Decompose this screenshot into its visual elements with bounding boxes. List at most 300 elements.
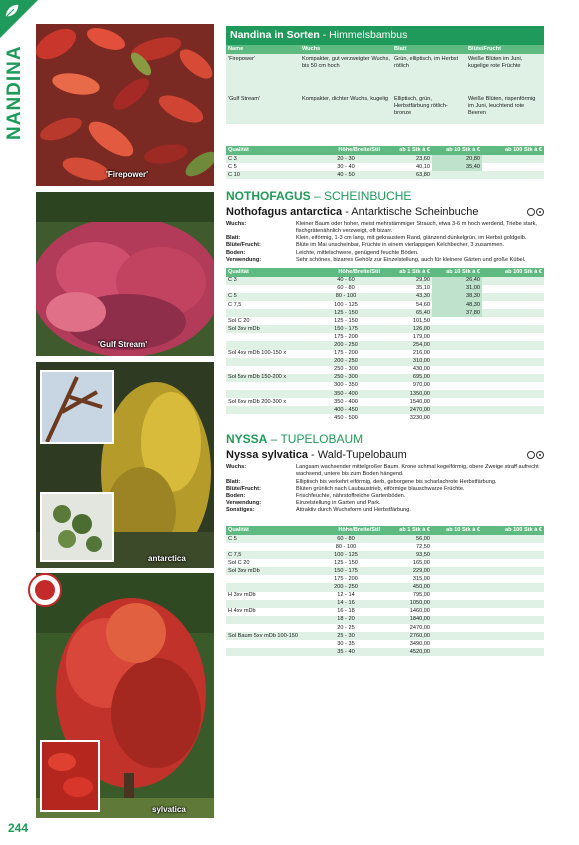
photo-antarctica <box>36 362 214 568</box>
price-cell: 150 - 175 <box>310 325 382 333</box>
table-row <box>226 301 544 309</box>
price-cell <box>482 414 544 422</box>
description-value: Einzelstellung in Garten und Park. <box>296 499 381 506</box>
price-cell <box>432 608 482 616</box>
table-row <box>226 551 544 559</box>
price-cell <box>432 543 482 551</box>
price-cell <box>482 301 544 309</box>
price-cell: 300 - 350 <box>310 382 382 390</box>
nothofagus-species <box>226 206 544 218</box>
table-row <box>226 309 544 317</box>
price-cell <box>482 632 544 640</box>
price-cell: 60 - 80 <box>310 285 382 293</box>
price-cell <box>432 333 482 341</box>
table-row <box>226 277 544 285</box>
price-cell <box>226 358 310 366</box>
table-row <box>226 583 544 591</box>
nothofagus-species-name: Nothofagus antarctica <box>226 206 343 219</box>
price-cell <box>432 648 482 656</box>
price-cell: C 5 <box>226 163 310 171</box>
price-cell <box>482 155 544 163</box>
price-cell <box>482 583 544 591</box>
price-cell: 4520,00 <box>382 648 432 656</box>
price-cell <box>432 616 482 624</box>
firepower-image <box>36 24 214 186</box>
description-key: Blatt: <box>226 478 241 485</box>
price-cell: 23,60 <box>382 155 432 163</box>
price-cell <box>226 624 310 632</box>
price-cell <box>226 575 310 583</box>
price-cell: 1350,00 <box>382 390 432 398</box>
price-cell <box>482 317 544 325</box>
price-cell: 350 - 400 <box>310 398 382 406</box>
price-header: ab 10 Stk à € <box>432 526 482 535</box>
cell: Grün, elliptisch, im Herbst rötlich <box>392 54 466 94</box>
th-growth: Wuchs <box>300 45 392 54</box>
cell: Weiße Blüten im Juni, kugelige rote Früchte <box>466 54 544 94</box>
leaf-icon <box>3 2 21 20</box>
price-cell <box>226 640 310 648</box>
nandina-title: Nandina in Sorten <box>230 29 320 41</box>
price-cell <box>482 374 544 382</box>
price-cell <box>226 648 310 656</box>
gulfstream-image <box>36 192 214 356</box>
price-cell <box>432 567 482 575</box>
price-cell: 125 - 150 <box>310 317 382 325</box>
table-row <box>226 341 544 349</box>
price-header: ab 100 Stk à € <box>482 146 544 155</box>
price-cell: C 3 <box>226 155 310 163</box>
table-row <box>226 382 544 390</box>
price-header: ab 100 Stk à € <box>482 268 544 277</box>
nandina-price-table <box>226 146 544 179</box>
price-cell <box>226 583 310 591</box>
price-cell: 126,00 <box>382 325 432 333</box>
price-cell <box>432 632 482 640</box>
price-cell <box>432 583 482 591</box>
price-cell <box>226 382 310 390</box>
price-cell <box>482 358 544 366</box>
price-cell: H 4xv mDb <box>226 608 310 616</box>
table-row <box>226 171 544 179</box>
award-seal <box>28 573 62 607</box>
price-cell: 80 - 100 <box>310 543 382 551</box>
price-cell: 100 - 125 <box>310 551 382 559</box>
table-row <box>226 163 544 171</box>
price-cell: 179,00 <box>382 333 432 341</box>
price-cell: 40 - 60 <box>310 277 382 285</box>
price-cell: 80 - 100 <box>310 293 382 301</box>
price-cell: 200 - 250 <box>310 358 382 366</box>
table-row <box>226 54 544 94</box>
table-row <box>226 414 544 422</box>
nothofagus-genus: NOTHOFAGUS <box>226 189 311 204</box>
price-cell <box>226 414 310 422</box>
price-cell: 37,80 <box>432 309 482 317</box>
price-cell: 310,00 <box>382 358 432 366</box>
price-cell: 3490,00 <box>382 640 432 648</box>
price-cell: 30 - 40 <box>310 163 382 171</box>
caption-firepower: 'Firepower' <box>106 170 149 179</box>
price-cell <box>482 567 544 575</box>
price-cell: C 7,5 <box>226 551 310 559</box>
price-cell: 1460,00 <box>382 608 432 616</box>
price-cell <box>226 390 310 398</box>
table-row <box>226 559 544 567</box>
cell: Kompakter, gut verzweigter Wuchs, bis 50 cm hoch <box>300 54 392 94</box>
price-cell: 20 - 25 <box>310 624 382 632</box>
price-cell: 16 - 18 <box>310 608 382 616</box>
price-cell: 14 - 16 <box>310 600 382 608</box>
price-header: ab 10 Stk à € <box>432 268 482 277</box>
price-cell <box>226 366 310 374</box>
table-row <box>226 285 544 293</box>
price-cell <box>482 382 544 390</box>
th-flower: Blüte/Frucht <box>466 45 544 54</box>
price-cell <box>482 309 544 317</box>
description-value: Attraktiv durch Wuchsform und Herbstfärbung. <box>296 506 411 513</box>
price-cell: 101,50 <box>382 317 432 325</box>
table-row <box>226 608 544 616</box>
description-key: Wuchs: <box>226 221 247 228</box>
price-cell <box>226 285 310 293</box>
price-cell <box>432 640 482 648</box>
nyssa-description <box>226 464 544 514</box>
nyssa-title <box>226 432 544 446</box>
price-cell: Sol 5xv mDb 150-200 x <box>226 374 310 382</box>
cell: Elliptisch, grün, Herbstfärbung rötlich-bronze <box>392 94 466 124</box>
price-cell: 250 - 300 <box>310 366 382 374</box>
price-cell <box>432 341 482 349</box>
price-cell <box>482 341 544 349</box>
price-cell <box>482 616 544 624</box>
price-cell: 125 - 150 <box>310 309 382 317</box>
price-cell <box>432 624 482 632</box>
price-cell: 29,90 <box>382 277 432 285</box>
price-cell: 65,40 <box>382 309 432 317</box>
description-row <box>226 486 544 493</box>
th-leaf: Blatt <box>392 45 466 54</box>
table-row <box>226 155 544 163</box>
price-cell <box>226 333 310 341</box>
table-row <box>226 648 544 656</box>
price-cell: 2760,00 <box>382 632 432 640</box>
price-cell <box>482 648 544 656</box>
description-row <box>226 250 544 257</box>
photo-gulfstream <box>36 192 214 356</box>
price-cell <box>482 406 544 414</box>
price-cell <box>226 543 310 551</box>
description-value: Leichte, mittelschwere, genügend feuchte Böden. <box>296 249 419 256</box>
price-cell <box>432 592 482 600</box>
table-row <box>226 535 544 543</box>
price-cell <box>482 390 544 398</box>
price-cell <box>482 640 544 648</box>
description-row <box>226 500 544 507</box>
nyssa-price-table <box>226 526 544 656</box>
description-key: Verwendung: <box>226 499 262 506</box>
price-cell <box>482 350 544 358</box>
price-cell: 695,00 <box>382 374 432 382</box>
price-cell: 254,00 <box>382 341 432 349</box>
description-key: Boden: <box>226 492 246 499</box>
price-cell: 54,60 <box>382 301 432 309</box>
inset-branch <box>40 370 114 444</box>
caption-sylvatica: sylvatica <box>152 805 186 814</box>
price-cell <box>432 406 482 414</box>
photo-firepower <box>36 24 214 186</box>
cell: 'Gulf Stream' <box>226 94 300 124</box>
price-header: ab 1 Stk à € <box>382 268 432 277</box>
price-header: Höhe/Breite/Stil <box>310 146 382 155</box>
price-cell <box>482 293 544 301</box>
price-cell <box>432 317 482 325</box>
price-cell: 40,10 <box>382 163 432 171</box>
table-row <box>226 600 544 608</box>
price-cell: 20 - 30 <box>310 155 382 163</box>
description-row <box>226 257 544 264</box>
nyssa-species-de: - Wald-Tupelobaum <box>307 449 407 462</box>
price-cell <box>482 575 544 583</box>
cell: Weiße Blüten, rispenförmig im Juni, leuchtend rote Beeren <box>466 94 544 124</box>
sun-icons <box>527 208 544 216</box>
table-row <box>226 350 544 358</box>
description-value: Kleiner Baum oder hoher, meist mehrstämmiger Strauch, etwa 3-6 m hoch werdend, Triebe stark, fischgrätenähnlich verzweigt, oft bizarr. <box>296 221 537 235</box>
price-cell: 400 - 450 <box>310 406 382 414</box>
description-row <box>226 507 544 514</box>
price-cell <box>432 414 482 422</box>
price-cell: 48,30 <box>432 301 482 309</box>
content-column <box>226 26 544 656</box>
price-cell <box>432 325 482 333</box>
price-cell <box>432 551 482 559</box>
price-cell <box>226 341 310 349</box>
price-cell <box>482 624 544 632</box>
price-cell <box>432 366 482 374</box>
price-cell: 30 - 35 <box>310 640 382 648</box>
description-row <box>226 464 544 478</box>
description-row <box>226 221 544 235</box>
price-header: Qualität <box>226 526 310 535</box>
price-cell: 35,10 <box>382 285 432 293</box>
price-cell: C 5 <box>226 293 310 301</box>
price-cell: 18 - 20 <box>310 616 382 624</box>
price-cell: 795,00 <box>382 592 432 600</box>
nyssa-common: – TUPELOBAUM <box>267 432 364 447</box>
nandina-header <box>226 26 544 45</box>
price-header: Qualität <box>226 146 310 155</box>
price-cell <box>432 559 482 567</box>
description-row <box>226 235 544 242</box>
price-cell: C 5 <box>226 535 310 543</box>
nandina-sort-table <box>226 45 544 124</box>
price-cell <box>482 551 544 559</box>
price-cell <box>482 285 544 293</box>
half-shade-icon <box>527 208 535 216</box>
price-cell: 216,00 <box>382 350 432 358</box>
price-cell: 450,00 <box>382 583 432 591</box>
price-cell <box>432 535 482 543</box>
price-cell <box>226 616 310 624</box>
table-row <box>226 390 544 398</box>
price-cell: 165,00 <box>382 559 432 567</box>
price-cell: 2470,00 <box>382 624 432 632</box>
description-value: Sehr schönes, bizarres Gehölz zur Einzelstellung, auch für kleinere Gärten und große Kübel. <box>296 256 526 263</box>
description-value: Blüte im Mai unscheinbar, Früchte in einem vierlappigen Kelchbecher, 3 zusammen. <box>296 242 505 249</box>
price-cell <box>482 277 544 285</box>
price-cell <box>432 575 482 583</box>
description-row <box>226 479 544 486</box>
inset-red-leaves <box>40 740 100 812</box>
price-cell: Sol C 20 <box>226 317 310 325</box>
table-row <box>226 575 544 583</box>
price-cell <box>432 358 482 366</box>
table-row <box>226 366 544 374</box>
nothofagus-price-table <box>226 268 544 423</box>
half-shade-icon <box>527 451 535 459</box>
price-header: ab 1 Stk à € <box>382 146 432 155</box>
price-header: ab 1 Stk à € <box>382 526 432 535</box>
price-cell: 31,00 <box>432 285 482 293</box>
price-cell: 350 - 400 <box>310 390 382 398</box>
price-cell: 175 - 200 <box>310 350 382 358</box>
description-key: Boden: <box>226 249 246 256</box>
price-cell: C 3 <box>226 277 310 285</box>
table-row <box>226 632 544 640</box>
price-cell: 450 - 500 <box>310 414 382 422</box>
table-row <box>226 325 544 333</box>
price-cell <box>432 390 482 398</box>
table-row <box>226 374 544 382</box>
price-cell: 200 - 250 <box>310 583 382 591</box>
nandina-subtitle: - Himmelsbambus <box>319 29 408 41</box>
price-cell <box>226 406 310 414</box>
caption-antarctica: antarctica <box>148 554 186 563</box>
price-cell: 63,80 <box>382 171 432 179</box>
nyssa-genus: NYSSA <box>226 432 268 447</box>
table-row <box>226 567 544 575</box>
price-cell <box>482 559 544 567</box>
price-cell: Sol 3xv mDb <box>226 325 310 333</box>
price-cell: 970,00 <box>382 382 432 390</box>
page-number: 244 <box>8 821 29 835</box>
price-cell <box>226 309 310 317</box>
th-name: Name <box>226 45 300 54</box>
price-cell: C 10 <box>226 171 310 179</box>
nothofagus-title <box>226 189 544 203</box>
photo-sylvatica <box>36 573 214 818</box>
cell: 'Firepower' <box>226 54 300 94</box>
price-cell: 2470,00 <box>382 406 432 414</box>
price-cell <box>482 398 544 406</box>
description-row <box>226 242 544 249</box>
price-cell: 100 - 125 <box>310 301 382 309</box>
price-cell <box>482 600 544 608</box>
price-cell: 20,80 <box>432 155 482 163</box>
price-cell <box>482 592 544 600</box>
inset-leaves <box>40 492 114 562</box>
price-cell: 40 - 50 <box>310 171 382 179</box>
price-cell <box>432 171 482 179</box>
description-key: Blatt: <box>226 235 241 242</box>
price-cell: 43,30 <box>382 293 432 301</box>
price-cell: 175 - 200 <box>310 333 382 341</box>
price-cell: Sol C 20 <box>226 559 310 567</box>
table-row <box>226 293 544 301</box>
table-row <box>226 333 544 341</box>
sun-icons <box>527 451 544 459</box>
price-header: Qualität <box>226 268 310 277</box>
cell: Kompakter, dichter Wuchs, kugelig <box>300 94 392 124</box>
price-cell: 38,30 <box>432 293 482 301</box>
price-cell <box>432 350 482 358</box>
price-cell <box>482 333 544 341</box>
description-key: Blüte/Frucht: <box>226 242 261 249</box>
nothofagus-common: – SCHEINBUCHE <box>310 189 412 204</box>
description-row <box>226 493 544 500</box>
price-cell <box>482 366 544 374</box>
price-cell: 25 - 30 <box>310 632 382 640</box>
table-row <box>226 616 544 624</box>
table-row <box>226 592 544 600</box>
sun-icon <box>536 451 544 459</box>
price-cell: 1540,00 <box>382 398 432 406</box>
description-value: Klein, eiförmig, 1-3 cm lang, mit gekraustem Rand, glänzend dunkelgrün, im Herbst goldgelb. <box>296 235 527 242</box>
table-row <box>226 624 544 632</box>
nyssa-species <box>226 449 544 461</box>
nyssa-species-name: Nyssa sylvatica <box>226 449 308 462</box>
nothofagus-species-de: - Antarktische Scheinbuche <box>342 206 479 219</box>
price-cell: 1840,00 <box>382 616 432 624</box>
table-row <box>226 358 544 366</box>
price-cell <box>482 163 544 171</box>
price-cell: 200 - 250 <box>310 341 382 349</box>
price-cell: 229,00 <box>382 567 432 575</box>
price-header: ab 10 Stk à € <box>432 146 482 155</box>
price-cell: 175 - 200 <box>310 575 382 583</box>
price-cell <box>432 600 482 608</box>
price-cell: 72,50 <box>382 543 432 551</box>
price-cell <box>482 171 544 179</box>
price-cell: 1050,00 <box>382 600 432 608</box>
price-cell <box>482 608 544 616</box>
price-cell: 35 - 40 <box>310 648 382 656</box>
price-cell: 315,00 <box>382 575 432 583</box>
price-cell: 150 - 175 <box>310 567 382 575</box>
price-cell: 125 - 150 <box>310 559 382 567</box>
description-key: Wuchs: <box>226 464 247 471</box>
price-cell: 3230,00 <box>382 414 432 422</box>
table-row <box>226 398 544 406</box>
price-cell: Sol 3xv mDb <box>226 567 310 575</box>
section-vertical-title: NANDINA <box>4 45 25 140</box>
price-header: ab 100 Stk à € <box>482 526 544 535</box>
description-value: Elliptisch bis verkehrt eiförmig, derb, geborgene bis scharlachrote Herbstfärbung. <box>296 478 497 485</box>
price-cell: 60 - 80 <box>310 535 382 543</box>
price-cell <box>432 374 482 382</box>
price-cell: 93,50 <box>382 551 432 559</box>
price-cell <box>482 325 544 333</box>
price-cell <box>432 382 482 390</box>
price-cell: C 7,5 <box>226 301 310 309</box>
price-cell: 56,00 <box>382 535 432 543</box>
table-row <box>226 640 544 648</box>
description-value: Blüten grünlich nach Laubaustrieb, eiförmige blauschwarze Früchte. <box>296 485 465 492</box>
price-cell: Sol Baum 5xv mDb 100-150 <box>226 632 310 640</box>
price-cell: 12 - 14 <box>310 592 382 600</box>
nothofagus-description <box>226 221 544 264</box>
price-cell: Sol 4xv mDb 100-150 x <box>226 350 310 358</box>
